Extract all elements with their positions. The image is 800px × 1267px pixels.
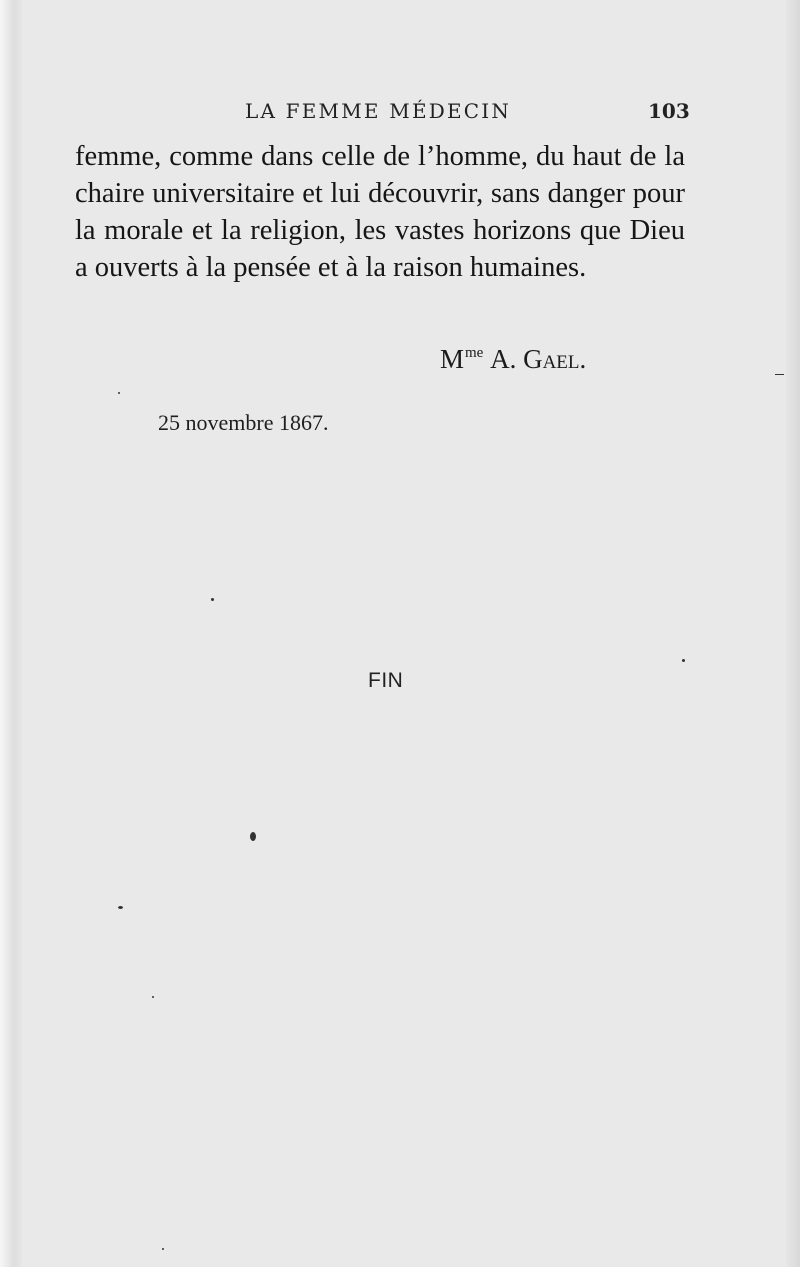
running-title: LA FEMME MÉDECIN (245, 99, 512, 123)
body-paragraph: femme, comme dans celle de l’homme, du haut de la chaire universitaire et lui découvrir, sans danger pour la morale et la religion, les vastes horizons que Dieu a ouverts à la pensée et à la raison humaines. (75, 141, 685, 283)
signature-prefix: M (440, 344, 465, 374)
running-header (0, 99, 800, 129)
scan-speck (162, 1248, 164, 1250)
scan-speck (682, 659, 685, 662)
scan-speck (118, 392, 120, 394)
signature-name: A. Gael. (490, 344, 587, 374)
author-signature (440, 344, 586, 375)
scan-speck (775, 374, 784, 375)
signature-superscript: me (465, 345, 484, 361)
date-line: 25 novembre 1867. (158, 410, 329, 435)
body-paragraph-block (75, 138, 685, 286)
scan-speck (211, 598, 214, 601)
scan-speck (250, 832, 256, 841)
scan-speck (152, 996, 154, 998)
page-binding-edge (0, 0, 22, 1267)
closing-fin: FIN (368, 669, 404, 692)
scan-speck (118, 906, 123, 909)
page-number: 103 (648, 99, 690, 123)
page-outer-edge (786, 0, 800, 1267)
